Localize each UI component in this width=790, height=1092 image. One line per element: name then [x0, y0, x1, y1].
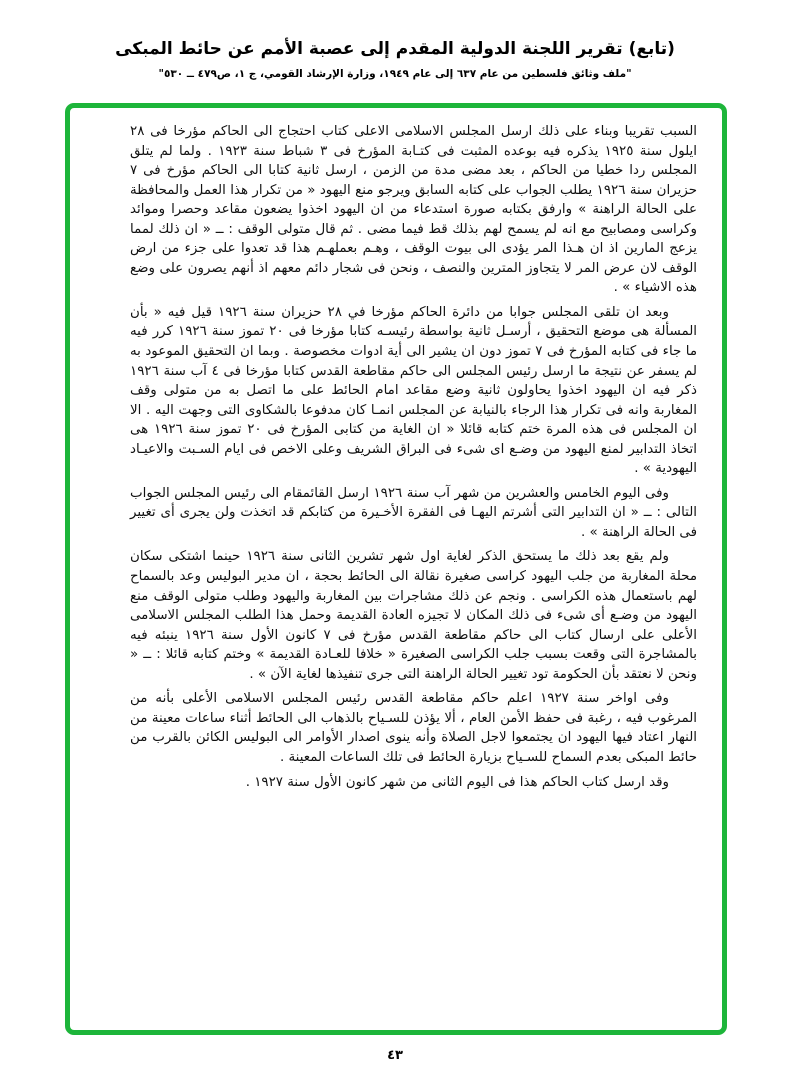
- paragraph: وفى اواخر سنة ١٩٢٧ اعلم حاكم مقاطعة القدس رئيس المجلس الاسلامى الأعلى بأنه من المرغوب فيه ، رغبة فى حفظ الأمن العام ، ألا يؤذن للسـياح بالذهاب الى الحائط أثناء ساعات معينة من النهار اعتاد فيها اليهود ان يجتمعوا لاجل الصلاة وأنه ينوى اصدار الأوامر الى البوليس الكائن بالقرب من حائط المبكى بعدم السماح للسـياح بزيارة الحائط فى تلك الساعات المعينة .: [130, 691, 697, 765]
- document-body: [130, 122, 697, 792]
- page-number: ٤٣: [387, 1048, 403, 1063]
- paragraph: ولم يقع بعد ذلك ما يستحق الذكر لغاية اول شهر تشرين الثانى سنة ١٩٢٦ حينما اشتكى سكان محلة المغاربة من جلب اليهود كراسى صغيرة نقالة الى الحائط بحجة ، ان مدير البوليس وعد بالسماح لهم باستعمال هذه الكراسى . ونجم عن ذلك مشاجرات بين المغاربة واليهود وطلب متولى الوقف منع اليهود من وضـع أى شىء فى ذلك المكان لا تجيزه العادة القديمة وحمل هذا الطلب المجلس الاسلامى الأعلى على ارسال كتاب الى حاكم مقاطعة القدس مؤرخ فى ٧ كانون الأول سنة ١٩٢٦ ينبئه فيه بالمشاجرة التى وقعت بسبب جلب الكراسى الصغيرة « خلافا للعـادة القديمة » وختم كتابه قائلا : ــ « ونحن لا نعتقد بأن الحكومة تود تغيير الحالة الراهنة التى جرى تنفيذها لغاية الآن » .: [130, 549, 698, 682]
- page-title: (تابع) تقرير اللجنة الدولية المقدم إلى عصبة الأمم عن حائط المبكى: [115, 39, 675, 59]
- paragraph: السبب تقريبا وبناء على ذلك ارسل المجلس الاسلامى الاعلى كتاب احتجاج الى الحاكم مؤرخا فى ٢٨ ايلول سنة ١٩٢٥ يذكره فيه بوعده المثبت فى كتـابة المؤرخ فى ٣ شباط سنة ١٩٢٣ . ولما لم يتلق المجلس ردا خطيا من الحاكم ، بعد مضى مدة من الزمن ، ارسل ثانية كتابا الى الحاكم مؤرخ فى ٧ حزيران سنة ١٩٢٦ يطلب الجواب على كتابه السابق ويرجو منع اليهود « من تكرار هذا العمل والمحافظة على الحالة الراهنة » وارفق بكتابه صورة استدعاء من ان اليهود اخذوا يضعون مقاعد وحصرا وموائد وكراسى ومصابيح مع انه لم يسمح لهم بذلك قط فيما مضى . ثم قال متولى الوقف : ــ « ان ذلك لمما يزعج المارين اذ ان هـذا المر يؤدى الى بيوت الوقف ، وهـم بعملهـم هذا قد تعدوا على جزء من ارض الوقف لان عرض المر لا يتجاوز المترين والنصف ، ونحن فى شجار دائم معهم اذ أنهم يصرون على وضع هذه الاشياء » .: [130, 124, 697, 296]
- paragraph: وفى اليوم الخامس والعشرين من شهر آب سنة ١٩٢٦ ارسل القائمقام الى رئيس المجلس الجواب التالى : ــ « ان التدابير التى أشرتم اليهـا فى الفقرة الأخـيرة من كتابكم قد اتخذت ولن يجرى أى تغيير فى الحالة الراهنة » .: [130, 485, 697, 540]
- paragraph: وبعد ان تلقى المجلس جوابا من دائرة الحاكم مؤرخا في ٢٨ حزيران سنة ١٩٢٦ قيل فيه « بأن المسألة هى موضع التحقيق ، أرسـل ثانية بواسطة رئيسـه كتابا مؤرخا فى ٢٠ تموز سنة ١٩٢٦ كرر فيه ما جاء فى كتابه المؤرخ فى ٧ تموز دون ان يشير الى أية ادوات مخصوصة . وبما ان التحقيق الموعود به لم يسفر عن نتيجة ما ارسل رئيس المجلس الى حاكم مقاطعة القدس كتابا مؤرخا فى ٤ آب سنة ١٩٢٦ ذكر فيه ان اليهود اخذوا يحاولون ثانية وضع مقاعد امام الحائط على ما اتصل به من متولى وقف المغاربة وانه فى تكرار هذا الرجاء بالنيابة عن المجلس انمـا كان مدفوعا بالشكاوى التى وجهت اليه . الا ان المجلس فى هذه المرة ختم كتابه قائلا « ان الغاية من كتابى المؤرخ فى ٢٠ تموز سنة ١٩٢٦ هى اتخاذ التدابير لمنع اليهود من وضـع اى شىء فى البراق الشريف وعلى الاخص فى ايام السـبت والاعيـاد اليهودية » .: [130, 304, 697, 477]
- paragraph: وقد ارسل كتاب الحاكم هذا فى اليوم الثانى من شهر كانون الأول سنة ١٩٢٧ .: [245, 774, 669, 790]
- source-citation: "ملف وثائق فلسطين من عام ٦٣٧ إلى عام ١٩٤٩، وزارة الإرشاد القومي، ج ١، ص٤٧٩ ــ ٥٣٠": [158, 68, 632, 80]
